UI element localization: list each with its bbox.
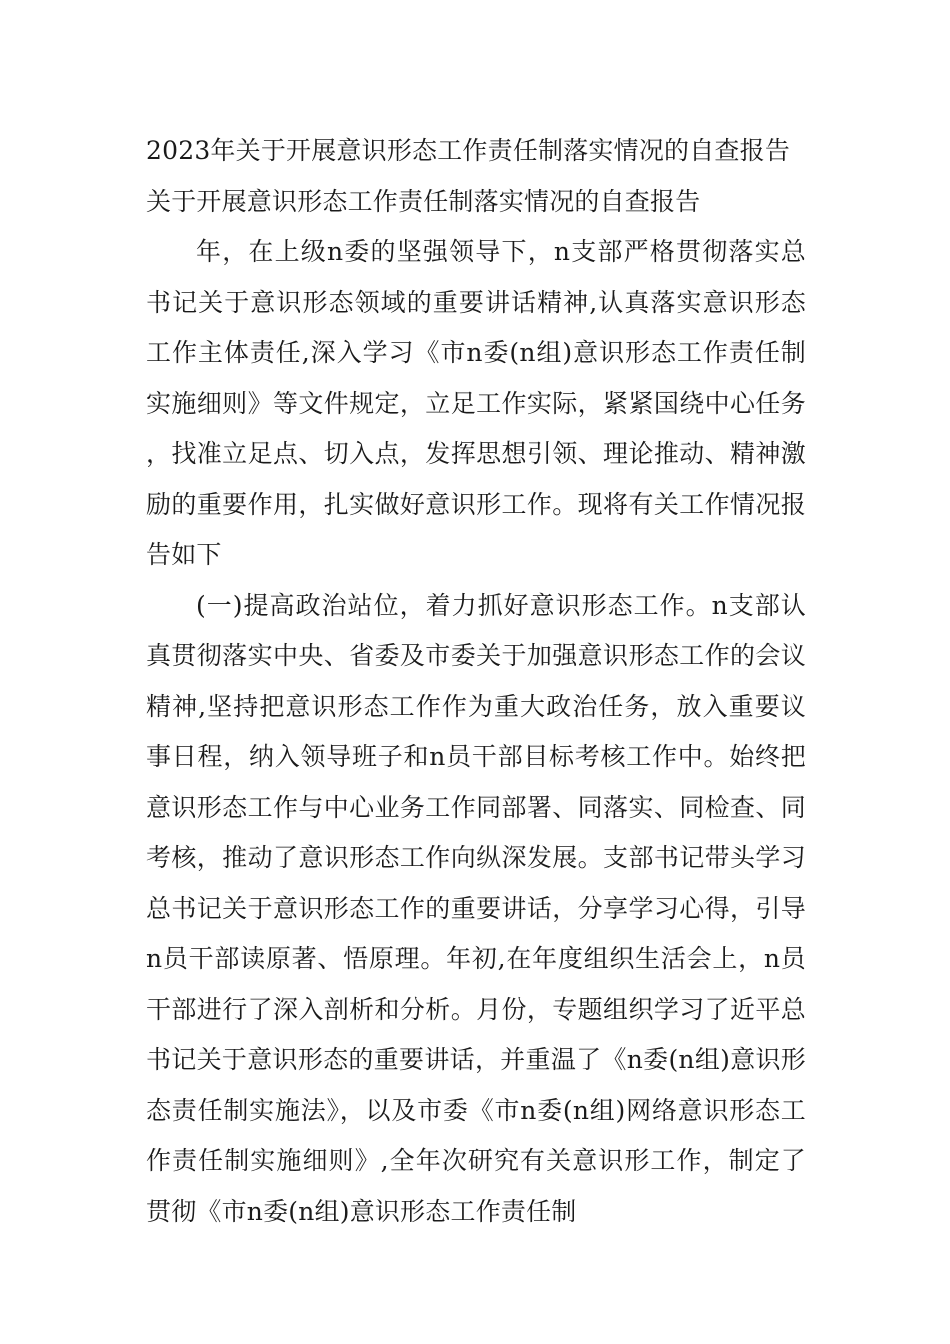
document-body <box>146 126 806 1237</box>
paragraph-intro: 年，在上级n委的坚强领导下，n支部严格贯彻落实总书记关于意识形态领域的重要讲话精神,认真落实意识形态工作主体责任,深入学习《市n委(n组)意识形态工作责任制实施细则》等文件规定，立足工作实际，紧紧国绕中心任务，找准立足点、切入点，发挥思想引领、理论推动、精神激励的重要作用，扎实做好意识形工作。现将有关工作情况报告如下 <box>146 237 806 569</box>
paragraph-section-1: (一)提高政治站位，着力抓好意识形态工作。n支部认真贯彻落实中央、省委及市委关于加强意识形态工作的会议精神,坚持把意识形态工作作为重大政治任务，放入重要议事日程，纳入领导班子和n员干部目标考核工作中。始终把意识形态工作与中心业务工作同部署、同落实、同检查、同考核，推动了意识形态工作向纵深发展。支部书记带头学习总书记关于意识形态工作的重要讲话，分享学习心得，引导n员干部读原著、悟原理。年初,在年度组织生活会上，n员干部进行了深入剖析和分析。月份，专题组织学习了近平总书记关于意识形态的重要讲话，并重温了《n委(n组)意识形态责任制实施法》，以及市委《市n委(n组)网络意识形态工作责任制实施细则》,全年次研究有关意识形工作，制定了贯彻《市n委(n组)意识形态工作责任制 <box>146 590 806 1226</box>
document-subtitle: 关于开展意识形态工作责任制落实情况的自查报告 <box>146 186 701 216</box>
document-title: 2023年关于开展意识形态工作责任制落实情况的自查报告 <box>146 136 791 165</box>
